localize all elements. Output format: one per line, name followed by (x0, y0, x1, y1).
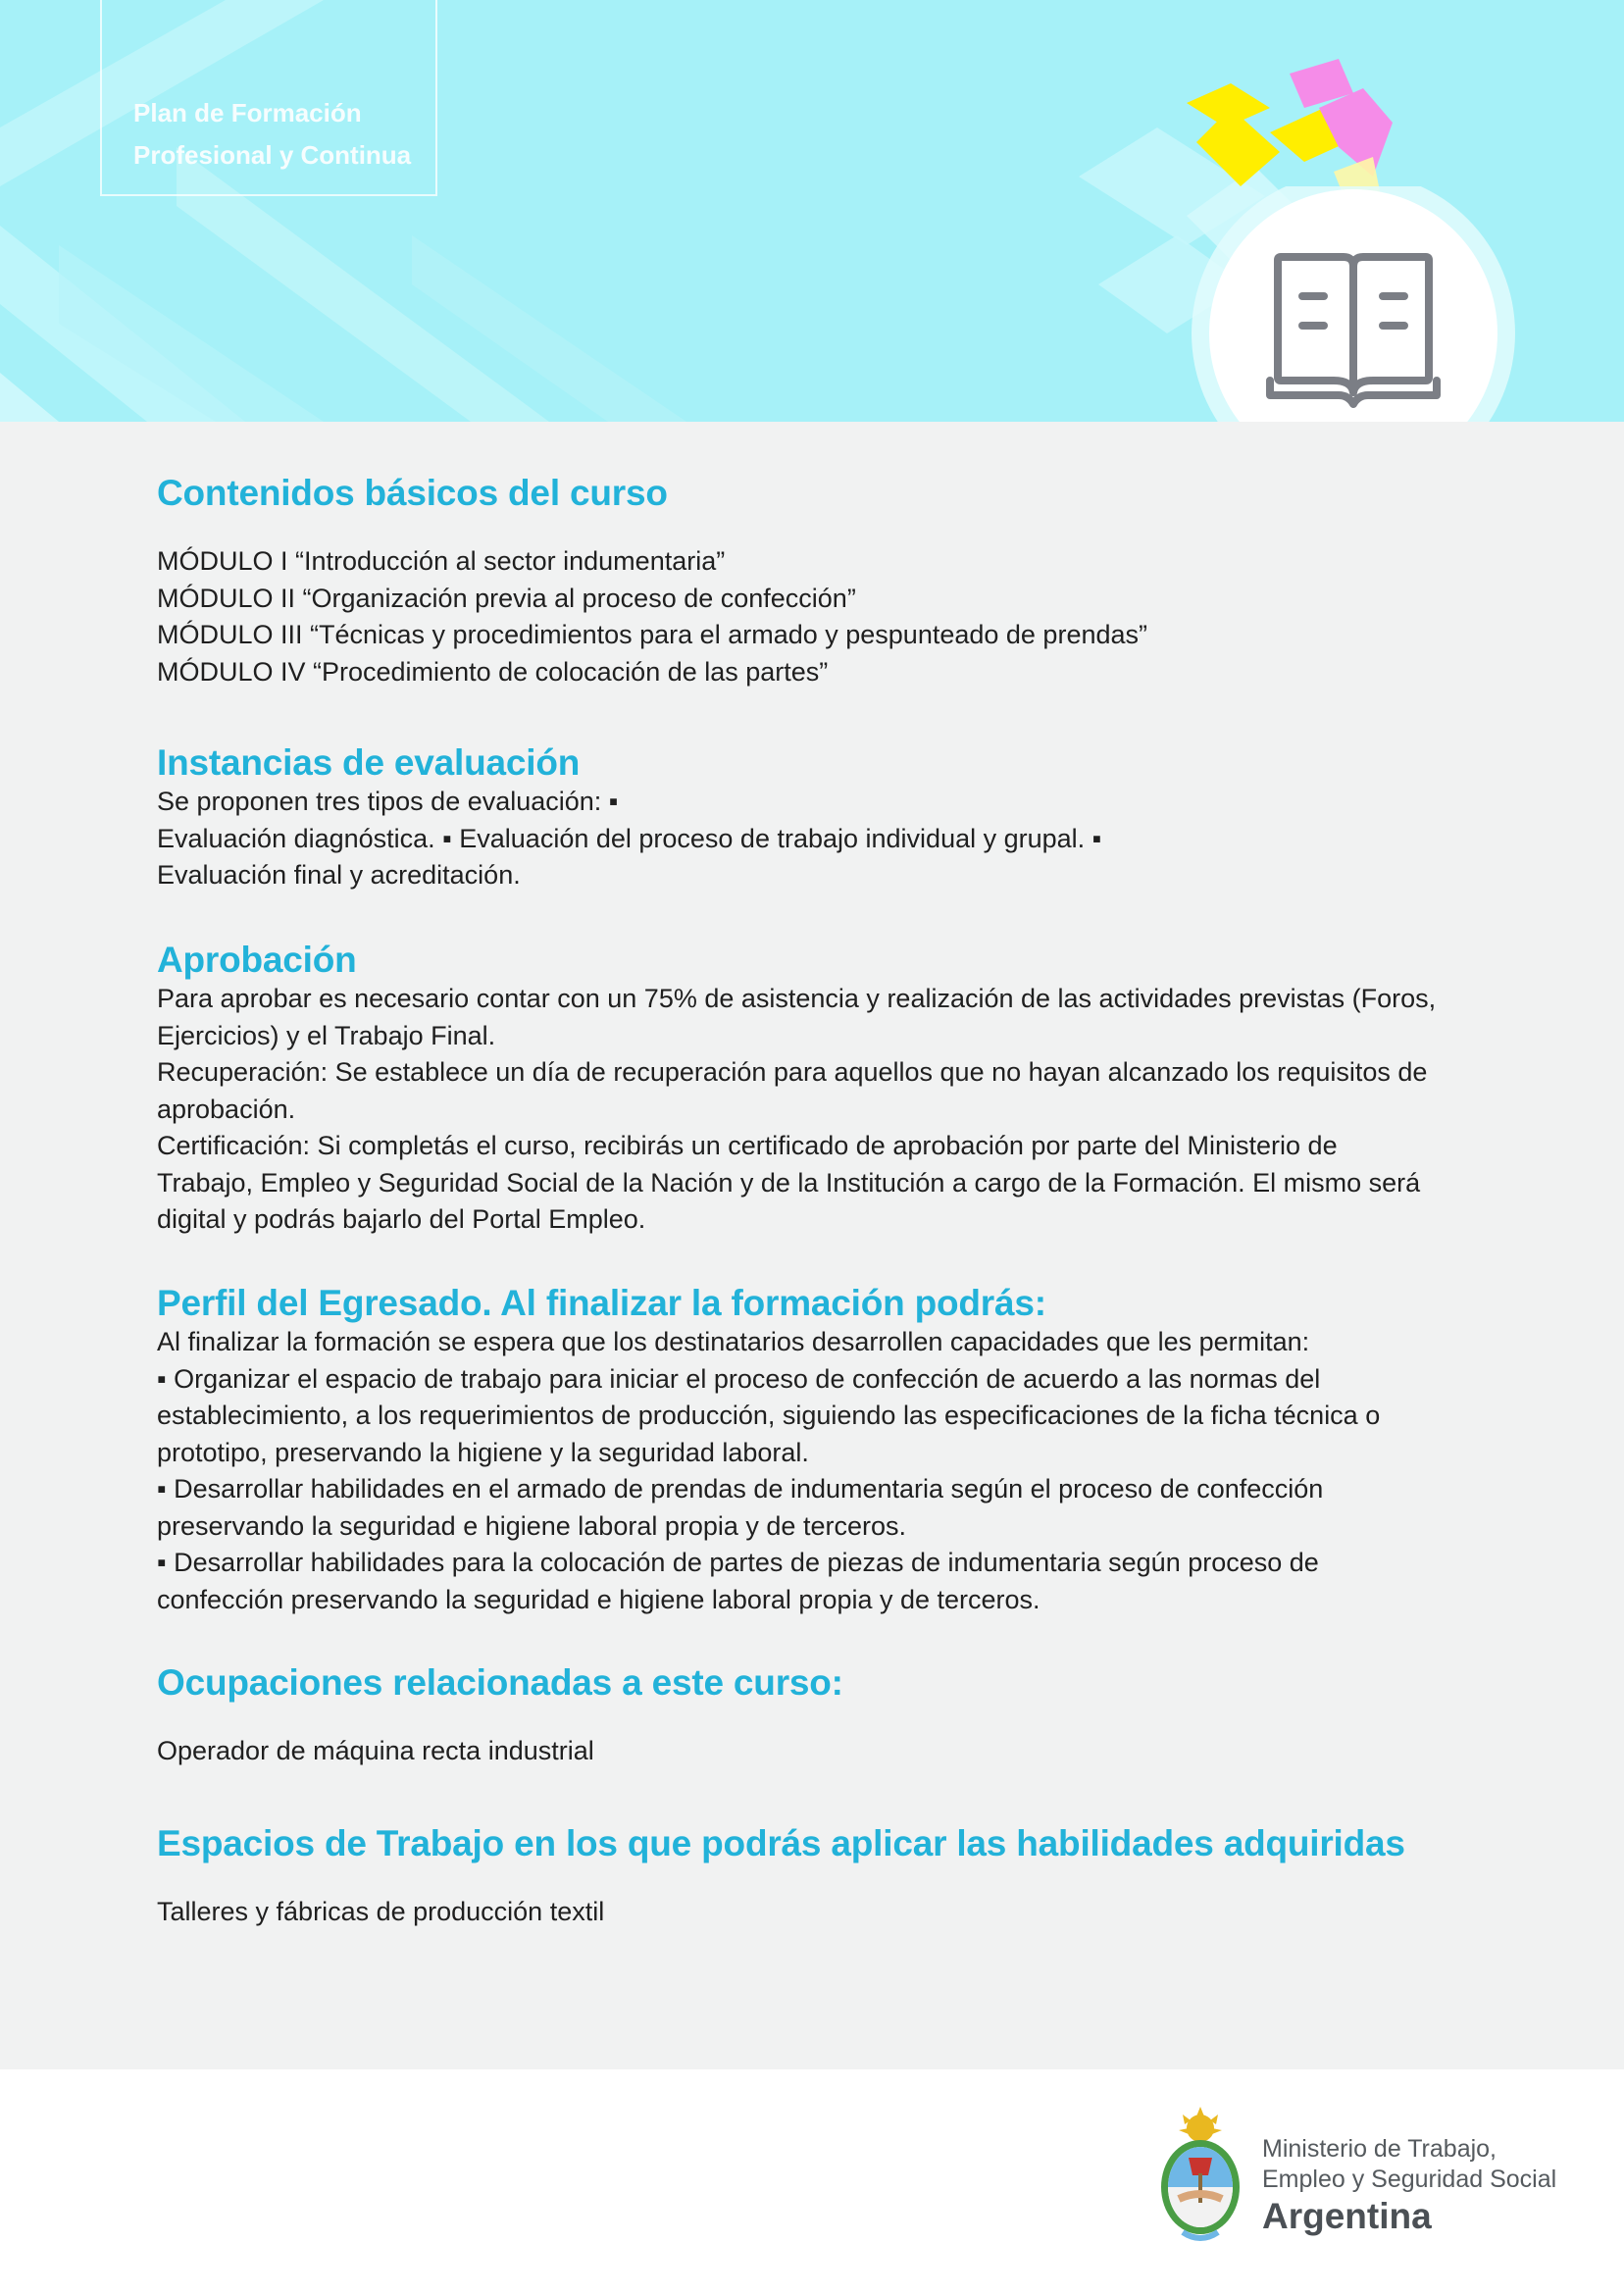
text-line: aprobación. (157, 1094, 296, 1124)
section-title-espacios: Espacios de Trabajo en los que podrás aplicar las habilidades adquiridas (157, 1823, 1405, 1863)
footer (0, 2069, 1624, 2294)
ocupaciones-text (157, 1733, 1471, 1770)
text-line: Evaluación diagnóstica. ▪ Evaluación del proceso de trabajo individual y grupal. ▪ (157, 823, 1102, 853)
section-espacios (157, 1823, 1471, 1931)
module-list (157, 543, 1471, 690)
text-line: establecimiento, a los requerimientos de producción, siguiendo las especificaciones de la ficha técnica o (157, 1401, 1381, 1430)
text-line: Certificación: Si completás el curso, recibirás un certificado de aprobación por parte del Ministerio de (157, 1131, 1338, 1160)
section-aprobacion (157, 940, 1471, 1239)
section-title-perfil: Perfil del Egresado. Al finalizar la formación podrás: (157, 1283, 1046, 1323)
text-line: confección preservando la seguridad e higiene laboral propia y de terceros. (157, 1584, 1040, 1614)
book-badge (1187, 186, 1520, 422)
text-line: Al finalizar la formación se espera que los destinatarios desarrollen capacidades que les permitan: (157, 1327, 1310, 1356)
module-item: MÓDULO I “Introducción al sector indumentaria” (157, 546, 726, 576)
text-line: Operador de máquina recta industrial (157, 1736, 594, 1765)
ministry-name-line1: Ministerio de Trabajo, (1262, 2135, 1497, 2163)
perfil-text (157, 1324, 1471, 1618)
ministry-logo-text (1262, 2134, 1556, 2238)
section-perfil (157, 1283, 1471, 1618)
text-line: ▪ Organizar el espacio de trabajo para iniciar el proceso de confección de acuerdo a las normas del (157, 1363, 1321, 1394)
text-line: prototipo, preservando la higiene y la seguridad laboral. (157, 1437, 809, 1467)
ministry-name-line2: Empleo y Seguridad Social (1262, 2166, 1557, 2193)
section-evaluacion (157, 742, 1471, 894)
espacios-text (157, 1894, 1471, 1931)
module-item: MÓDULO II “Organización previa al proceso de confección” (157, 583, 856, 613)
header-banner (0, 0, 1624, 422)
text-line: Ejercicios) y el Trabajo Final. (157, 1020, 496, 1050)
text-line: Talleres y fábricas de producción textil (157, 1897, 605, 1926)
evaluacion-text (157, 784, 1471, 894)
plan-label-box (100, 0, 437, 196)
argentina-coat-of-arms-icon (1153, 2107, 1247, 2244)
plan-title-line2: Profesional y Continua (133, 140, 412, 170)
section-title-contenidos: Contenidos básicos del curso (157, 473, 668, 513)
text-line: ▪ Desarrollar habilidades en el armado de prendas de indumentaria según el proceso de confección (157, 1474, 1324, 1504)
plan-title-line1: Plan de Formación (133, 98, 362, 127)
text-line: Se proponen tres tipos de evaluación: ▪ (157, 787, 619, 816)
text-line: Para aprobar es necesario contar con un 75% de asistencia y realización de las actividades previstas (Foros, (157, 984, 1437, 1013)
text-line: preservando la seguridad e higiene laboral propia y de terceros. (157, 1510, 906, 1541)
aprobacion-text (157, 981, 1471, 1239)
text-line: ▪ Desarrollar habilidades para la colocación de partes de piezas de indumentaria según proceso de (157, 1548, 1319, 1577)
content-area (0, 422, 1624, 2069)
country-name: Argentina (1262, 2196, 1432, 2236)
section-title-evaluacion: Instancias de evaluación (157, 742, 581, 783)
section-title-aprobacion: Aprobación (157, 940, 357, 980)
text-line: digital y podrás bajarlo del Portal Empleo. (157, 1204, 646, 1234)
text-line: Trabajo, Empleo y Seguridad Social de la Nación y de la Institución a cargo de la Formación. El mismo será (157, 1167, 1421, 1198)
section-contenidos (157, 473, 1471, 690)
text-line: Recuperación: Se establece un día de recuperación para aquellos que no hayan alcanzado los requisitos de (157, 1057, 1428, 1087)
section-title-ocupaciones: Ocupaciones relacionadas a este curso: (157, 1662, 843, 1703)
module-item: MÓDULO IV “Procedimiento de colocación de las partes” (157, 656, 829, 687)
text-line: Evaluación final y acreditación. (157, 860, 521, 890)
section-ocupaciones (157, 1662, 1471, 1770)
module-item: MÓDULO III “Técnicas y procedimientos para el armado y pespunteado de prendas” (157, 620, 1147, 649)
